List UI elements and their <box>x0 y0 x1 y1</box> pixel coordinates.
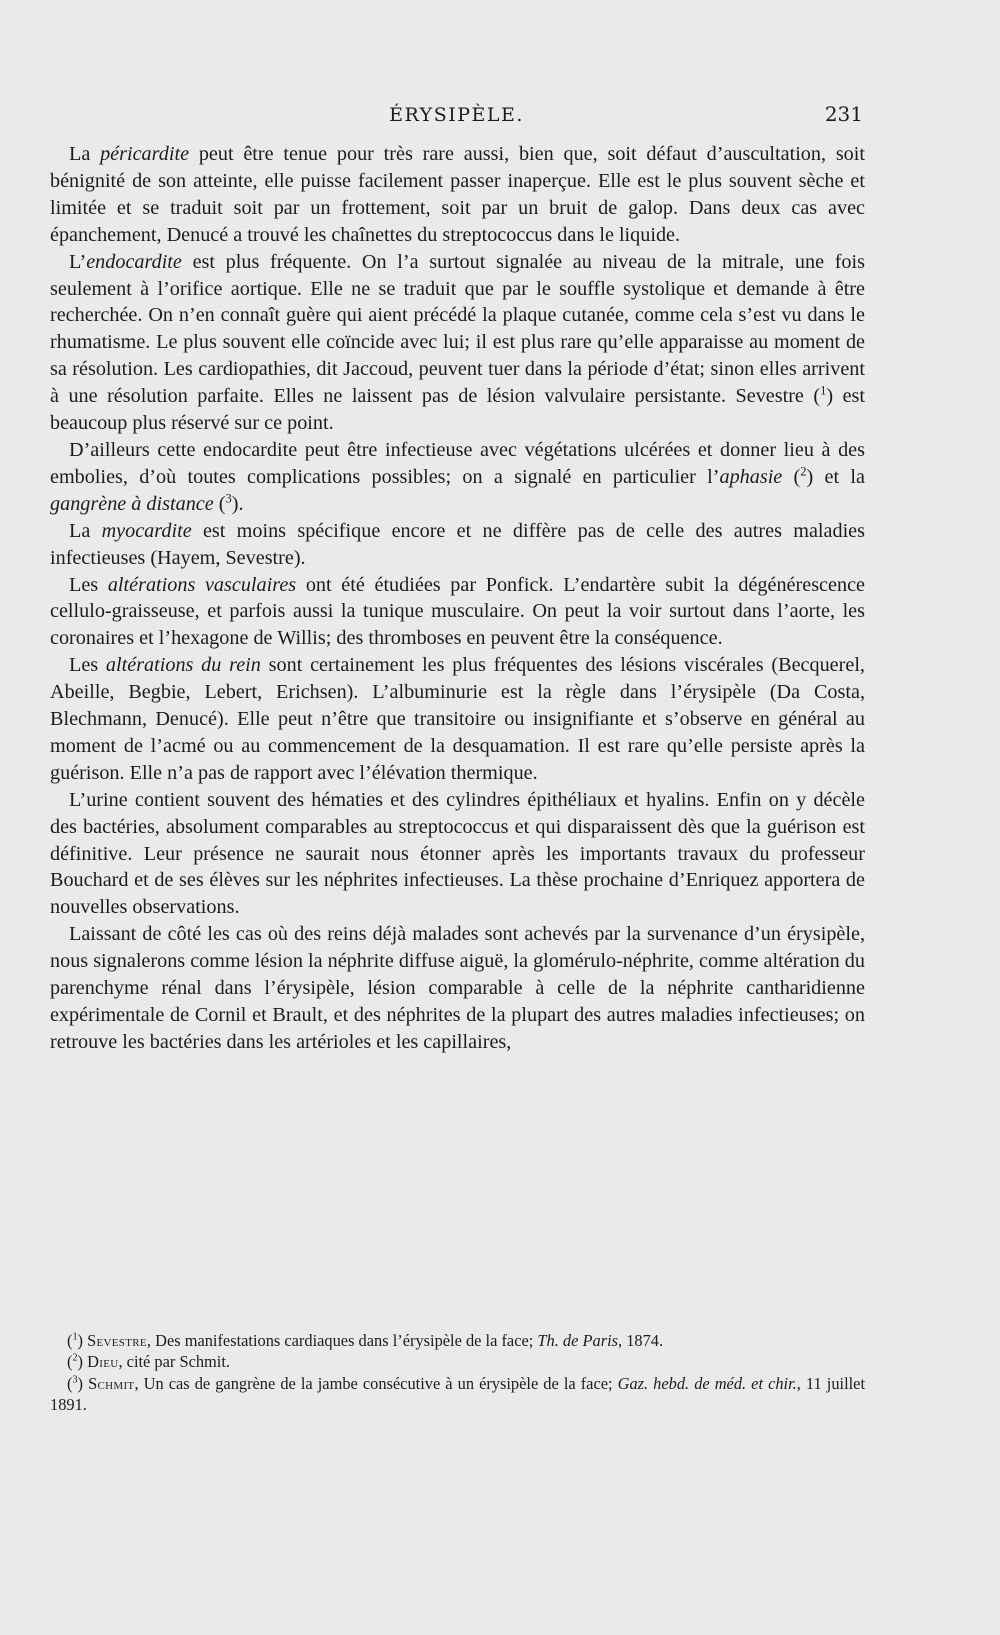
paragraph-endocardite <box>50 249 865 437</box>
footnote-ref: 3 <box>225 491 232 506</box>
footnote-author: Dieu <box>87 1352 119 1372</box>
footnote-author: Schmit <box>88 1373 135 1393</box>
text-run: est moins spécifique encore et ne diffère pas de celle des autres maladies infectieuses (Hayem, Sevestre). <box>50 519 865 569</box>
italic-term: péricardite <box>100 143 190 165</box>
page-number: 231 <box>824 102 863 126</box>
text-run: ( <box>782 465 801 488</box>
paragraph-embolies <box>50 437 865 518</box>
text-run: ( <box>213 492 226 515</box>
italic-term: myocardite <box>101 519 192 542</box>
text-run: Les <box>69 573 108 596</box>
footnote-number: 2 <box>72 1352 78 1364</box>
footnote-number: 3 <box>72 1374 78 1386</box>
text-run: ( <box>67 1331 73 1350</box>
running-head <box>50 102 863 132</box>
text-run: , 1874. <box>618 1331 664 1350</box>
text-run: ) <box>77 1331 88 1350</box>
text-run: , cité par Schmit. <box>118 1352 231 1372</box>
paragraph-rein <box>50 652 865 787</box>
italic-term: altérations vasculaires <box>107 573 297 596</box>
footnotes <box>50 1330 865 1416</box>
text-run: , Un cas de gangrène de la jambe consécutive à un érysipèle de la face; <box>134 1373 618 1393</box>
text-run: ). <box>231 492 244 515</box>
text-run: L’ <box>69 250 87 273</box>
paragraph-urine <box>50 787 865 922</box>
footnote-1 <box>50 1330 865 1351</box>
text-run: ) et la <box>806 465 865 488</box>
text-run: ( <box>67 1352 73 1372</box>
paragraph-myocardite <box>50 518 865 572</box>
footnote-ref: 1 <box>820 383 827 398</box>
text-run: La <box>69 519 102 542</box>
italic-term: endocardite <box>86 250 182 273</box>
text-run: ont été étudiées par Ponfick. L’endartère subit la dégénérescence cellulo-graisseuse, et parfois aussi la tunique musculaire. On peut la voir surtout dans l’aorte, les coronaires et l’hexagone de Willis; des thromboses en peuvent être la conséquence. <box>50 573 865 650</box>
running-title: ÉRYSIPÈLE. <box>389 104 524 126</box>
footnote-author: Sevestre <box>87 1331 147 1350</box>
text-run: ) <box>77 1373 89 1393</box>
footnote-source: Gaz. hebd. de méd. et chir. <box>617 1373 797 1393</box>
paragraph-vasculaires <box>50 572 865 653</box>
footnote-ref: 2 <box>800 464 807 479</box>
text-run: Laissant de côté les cas où des reins déjà malades sont achevés par la survenance d’un érysipèle, nous signalerons comme lésion la néphrite diffuse aiguë, la glomérulo-néphrite, comme altération du parenchyme rénal dans l’érysipèle, lésion comparable à celle de la néphrite cantharidienne expérimentale de Cornil et Brault, et des néphrites de la plupart des autres maladies infectieuses; on retrouve les bactéries dans les artérioles et les capillaires, <box>50 923 865 1053</box>
footnote-number: 1 <box>72 1331 78 1343</box>
text-run: L’urine contient souvent des hématies et des cylindres épithéliaux et hyalins. Enfin on y décèle des bactéries, absolument comparables au streptococcus et qui disparaissent dès que la guérison est définitive. Leur présence ne saurait nous étonner après les importants travaux du professeur Bouchard et de ses élèves sur les néphrites infectieuses. La thèse prochaine d’Enriquez apportera de nouvelles observations. <box>50 788 865 919</box>
italic-term: aphasie <box>719 465 783 488</box>
paragraph-pericardite <box>50 141 865 249</box>
footnote-3 <box>50 1373 865 1416</box>
body-text <box>50 141 865 1056</box>
text-run: , 11 juillet 1891. <box>50 1373 866 1415</box>
paragraph-nephrite <box>50 921 865 1056</box>
text-run: ) est beaucoup plus réservé sur ce point. <box>50 385 866 435</box>
text-run: ( <box>67 1373 73 1393</box>
text-run: , Des manifestations cardiaques dans l’érysipèle de la face; <box>146 1331 538 1350</box>
footnote-2 <box>50 1351 865 1372</box>
text-run: La <box>69 143 101 165</box>
text-run: Les <box>69 654 106 677</box>
text-run: D’ailleurs cette endocardite peut être infectieuse avec végétations ulcérées et donner lieu à des embolies, d’où toutes complications possibles; on a signalé en particulier l’ <box>50 438 865 488</box>
text-run: ) <box>77 1352 88 1372</box>
italic-term: gangrène à distance <box>50 492 214 515</box>
footnote-source: Th. de Paris <box>537 1331 618 1350</box>
text-run: sont certainement les plus fréquentes des lésions viscérales (Becquerel, Abeille, Begbie, Lebert, Erichsen). L’albuminurie est la règle dans l’érysipèle (Da Costa, Blechmann, Denucé). Elle peut n’être que transitoire ou insignifiante et s’observe en général au moment de l’acmé ou au commencement de la desquamation. Il est rare qu’elle persiste après la guérison. Elle n’a pas de rapport avec l’élévation thermique. <box>50 654 865 784</box>
text-run: est plus fréquente. On l’a surtout signalée au niveau de la mitrale, une fois seulement à l’orifice aortique. Elle ne se traduit que par le souffle systolique et demande à être recherchée. On n’en connaît guère qui aient précédé la plaque cutanée, comme cela s’est vu dans le rhumatisme. Le plus souvent elle coïncide avec lui; il est plus rare qu’elle apparaisse au moment de sa résolution. Les cardiopathies, dit Jaccoud, peuvent tuer dans la période d’état; sinon elles arrivent à une résolution parfaite. Elles ne laissent pas de lésion valvulaire persistante. Sevestre ( <box>50 250 865 408</box>
text-run: peut être tenue pour très rare aussi, bien que, soit défaut d’auscultation, soit bénignité de son atteinte, elle puisse facilement passer inaperçue. Elle est le plus souvent sèche et limitée et se traduit soit par un frottement, soit par un bruit de galop. Dans deux cas avec épanchement, Denucé a trouvé les chaînettes du streptococcus dans le liquide. <box>50 143 865 246</box>
italic-term: altérations du rein <box>105 654 261 677</box>
